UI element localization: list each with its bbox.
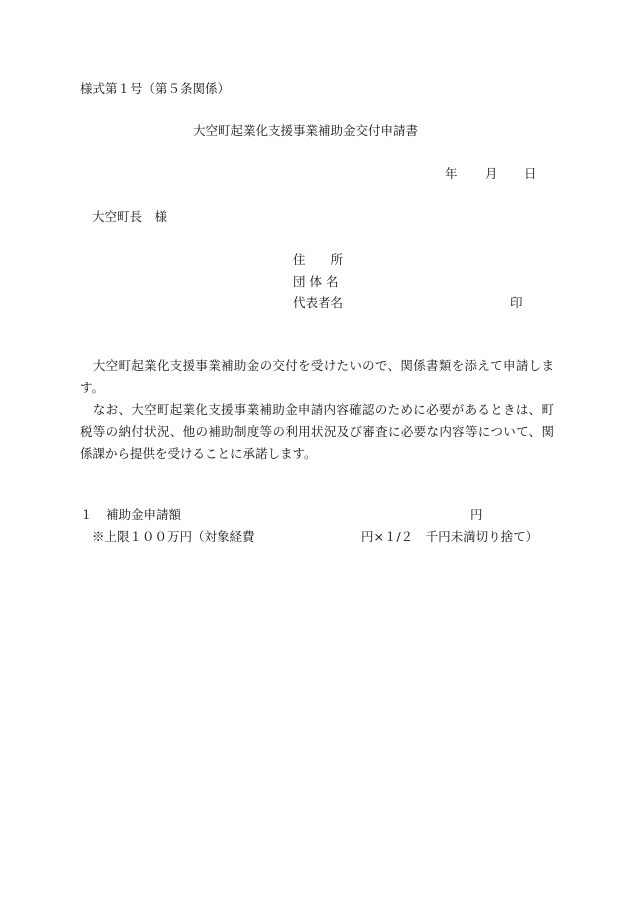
date-month: 月 — [485, 166, 498, 181]
address-label: 住 所 — [293, 252, 344, 267]
group-name-label: 団 体 名 — [293, 274, 339, 289]
item-unit: 円 — [470, 507, 483, 522]
limit-note-part1: ※上限１００万円（対象経費 — [92, 529, 255, 544]
seal-mark: 印 — [510, 295, 523, 310]
addressee: 大空町長 様 — [92, 209, 168, 224]
item-number: １ — [80, 507, 93, 522]
item-label: 補助金申請額 — [106, 507, 182, 522]
form-number: 様式第１号（第５条関係） — [80, 81, 231, 96]
body-paragraph-1: 大空町起業化支援事業補助金の交付を受けたいので、関係書類を添えて申請します。 — [80, 358, 554, 395]
limit-note-part2: 円×１/２ 千円未満切り捨て） — [361, 529, 539, 544]
date-year: 年 — [445, 166, 458, 181]
representative-label: 代表者名 — [293, 295, 344, 310]
date-day: 日 — [524, 166, 537, 181]
document-title: 大空町起業化支援事業補助金交付申請書 — [193, 123, 419, 138]
body-paragraph-2: なお、大空町起業化支援事業補助金申請内容確認のために必要があるときは、町税等の納付状況、他の補助制度等の利用状況及び審査に必要な内容等について、関係課から提供を受けることに承諾します。 — [80, 402, 554, 461]
